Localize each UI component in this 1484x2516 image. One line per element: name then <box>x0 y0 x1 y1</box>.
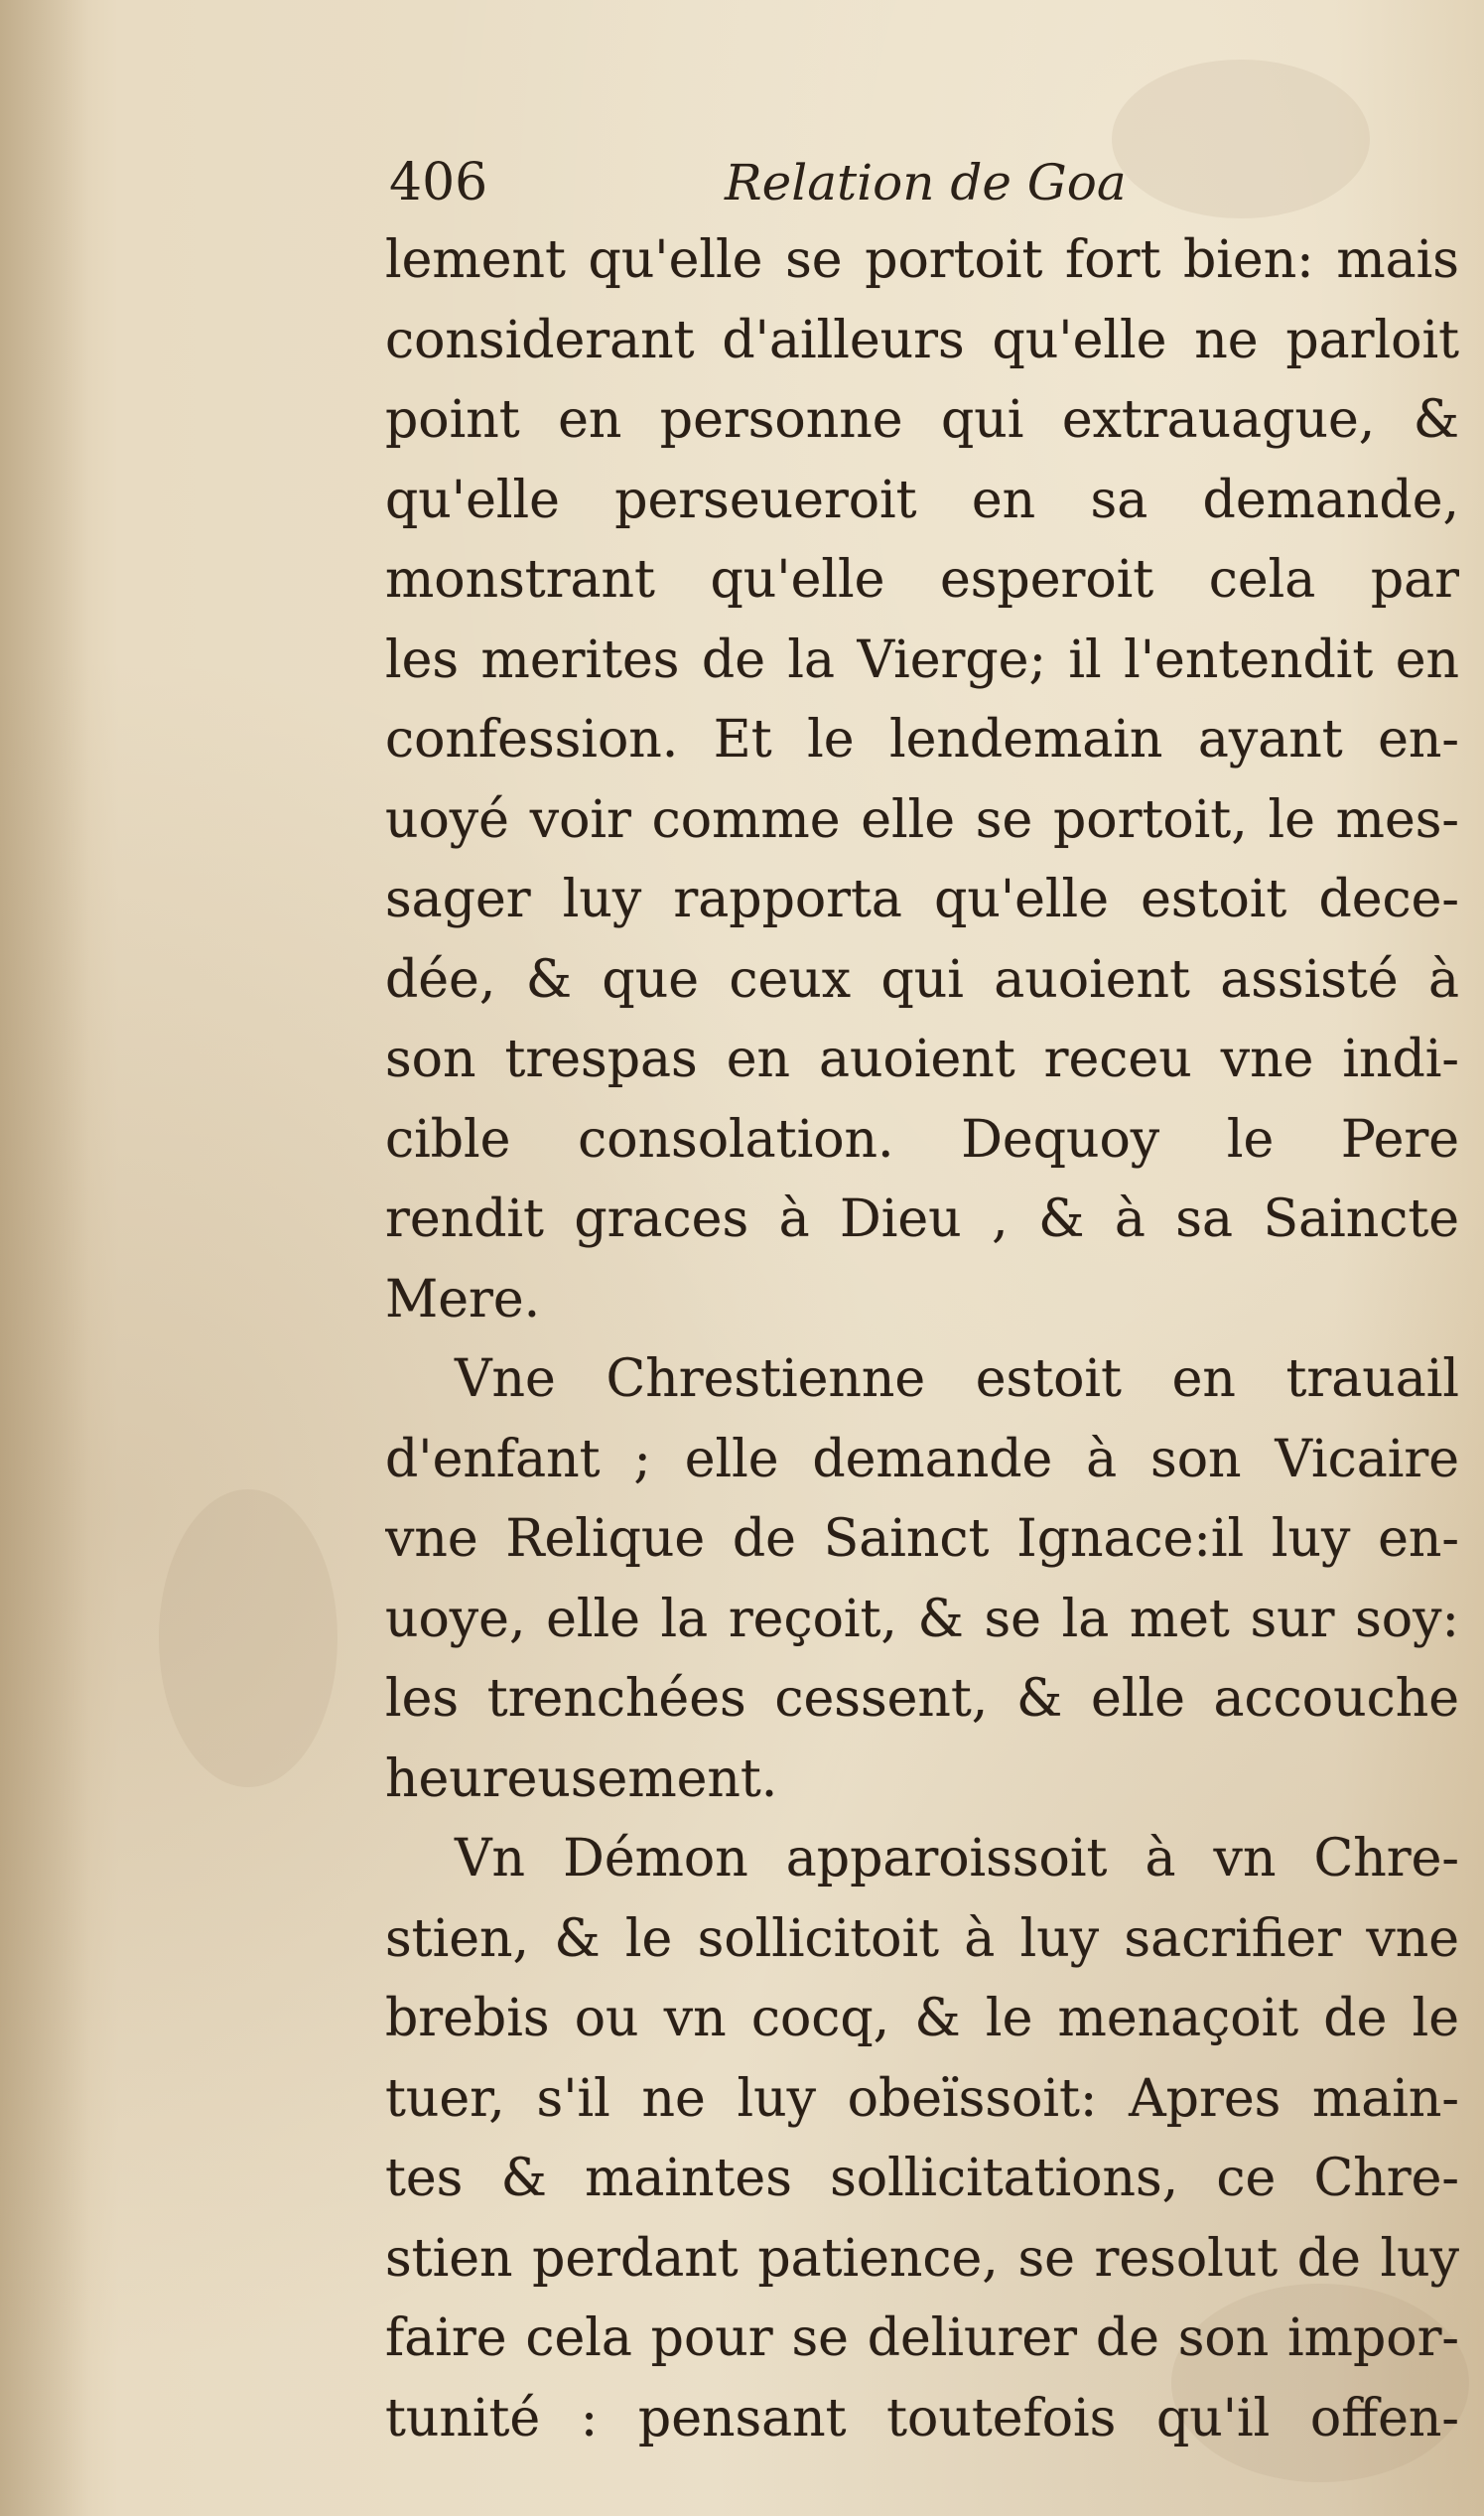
text-line: dée, & que ceux qui auoient assisté à <box>385 949 1459 1010</box>
text-line: stien, & le sollicitoit à luy sacrifier vne <box>385 1908 1459 1969</box>
text-line: tuer, s'il ne luy obeïssoit: Apres main- <box>385 2068 1459 2129</box>
text-line: stien perdant patience, se resolut de luy <box>385 2228 1459 2289</box>
running-header <box>389 147 1461 218</box>
text-line: confession. Et le lendemain ayant en- <box>385 710 1459 769</box>
text-line: considerant d'ailleurs qu'elle ne parloit <box>385 310 1459 370</box>
text-line: vne Relique de Sainct Ignace:il luy en- <box>385 1509 1459 1569</box>
text-line: lement qu'elle se portoit fort bien: mais <box>385 230 1459 290</box>
text-line: point en personne qui extrauague, & <box>385 390 1459 450</box>
text-line: monstrant qu'elle esperoit cela par <box>385 550 1459 610</box>
text-line: qu'elle perseueroit en sa demande, <box>385 470 1459 530</box>
running-title: Relation de Goa <box>725 154 1127 211</box>
text-line: son trespas en auoient receu vne indi- <box>385 1030 1459 1089</box>
text-line: sager luy rapporta qu'elle estoit dece- <box>385 870 1459 929</box>
text-line: Vne Chrestienne estoit en trauail <box>455 1349 1459 1409</box>
text-line: les merites de la Vierge; il l'entendit en <box>385 629 1459 690</box>
text-line: d'enfant ; elle demande à son Vicaire <box>385 1429 1459 1489</box>
page-gutter-shadow <box>0 0 89 2516</box>
text-line: rendit graces à Dieu , & à sa Saincte <box>385 1189 1459 1249</box>
text-line: Mere. <box>385 1269 541 1329</box>
page-number: 406 <box>389 153 488 212</box>
text-line: uoye, elle la reçoit, & se la met sur soy: <box>385 1589 1459 1649</box>
text-line: Vn Démon apparoissoit à vn Chre- <box>455 1829 1459 1888</box>
text-line: cible consolation. Dequoy le Pere <box>385 1109 1459 1170</box>
text-line: tes & maintes sollicitations, ce Chre- <box>385 2149 1459 2208</box>
body-text <box>385 220 1459 2458</box>
text-line: brebis ou vn cocq, & le menaçoit de le <box>385 1989 1459 2048</box>
paper-stain <box>159 1489 337 1787</box>
text-line: les trenchées cessent, & elle accouche <box>385 1669 1459 1729</box>
text-line: tunité : pensant toutefois qu'il offen- <box>385 2388 1459 2448</box>
text-line: faire cela pour se deliurer de son impor- <box>385 2308 1459 2368</box>
text-line: heureusement. <box>385 1748 778 1809</box>
text-line: uoyé voir comme elle se portoit, le mes- <box>385 789 1459 850</box>
